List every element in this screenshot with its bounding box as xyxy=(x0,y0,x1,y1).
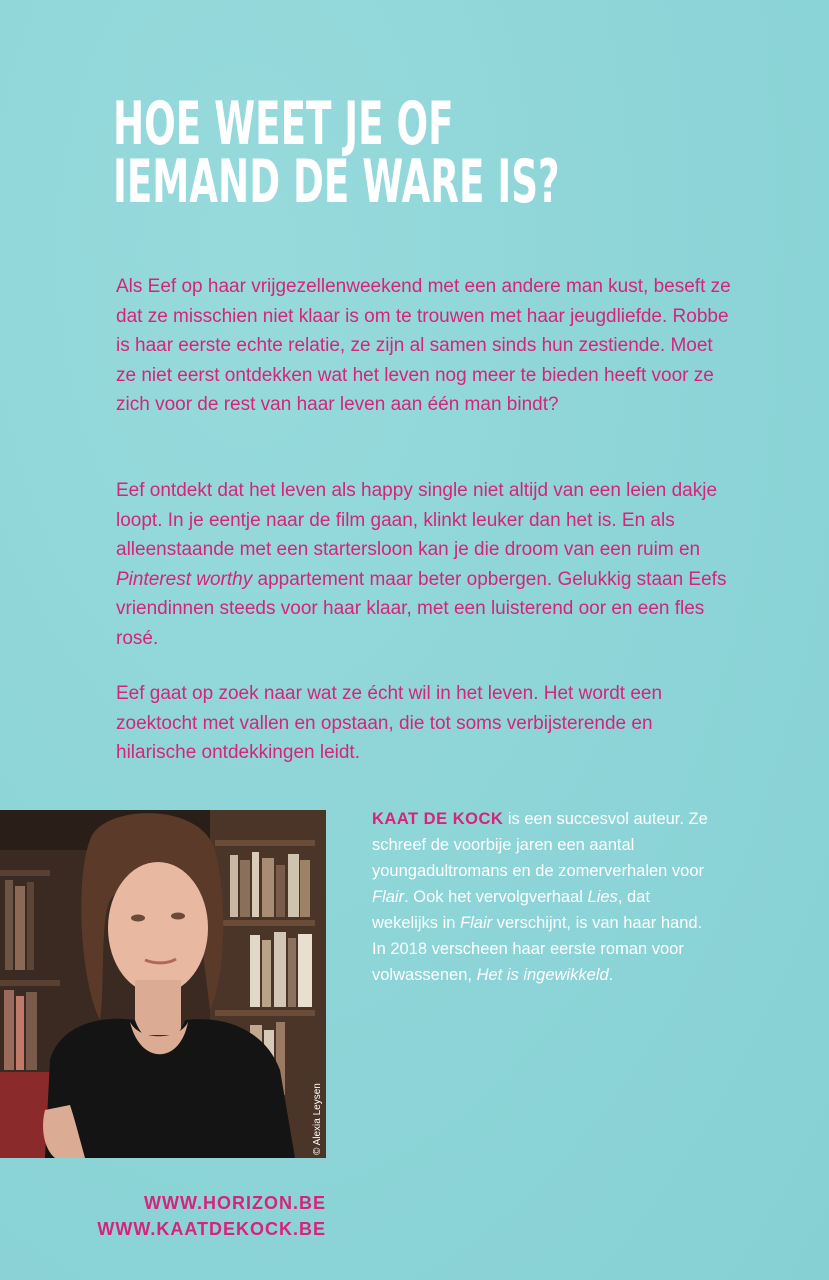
blurb-paragraph-1: Als Eef op haar vrijgezellenweekend met een andere man kust, beseft ze dat ze misschien niet klaar is om te trouwen met haar jeugdliefde. Robbe is haar eerste echte relatie, ze zijn al samen sinds hun zestiende. Moet ze niet eerst ontdekken wat het leven nog meer te bieden heeft voor ze zich voor de rest van haar leven aan één man bindt? xyxy=(116,276,731,415)
website-links xyxy=(92,1190,326,1242)
bio-text-3: , dat wekelijks in xyxy=(372,888,650,932)
headline-line-2: IEMAND DE WARE IS? xyxy=(113,147,560,217)
publisher-url[interactable]: WWW.HORIZON.BE xyxy=(144,1193,326,1213)
author-url[interactable]: WWW.KAATDEKOCK.BE xyxy=(97,1219,326,1239)
blurb-paragraph-2 xyxy=(116,476,736,653)
bio-text-2: . Ook het vervolgverhaal xyxy=(404,888,588,906)
blurb-paragraph-2-italic: Pinterest worthy xyxy=(116,568,253,590)
photo-credit: © Alexia Leysen xyxy=(312,1083,323,1155)
author-bio xyxy=(372,806,712,988)
author-name: KAAT DE KOCK xyxy=(372,810,504,828)
bio-italic-1: Flair xyxy=(372,888,405,906)
bio-italic-3: Flair xyxy=(460,914,493,932)
blurb-paragraph-2-text-b: appartement maar beter opbergen. Gelukkig staan Eefs vriendinnen steeds voor haar klaar, met een luisterend oor en een fles rosé. xyxy=(116,568,727,649)
bio-italic-2: Lies xyxy=(587,888,618,906)
bio-text-4: verschijnt, is van haar hand. In 2018 verscheen haar eerste roman voor volwassenen, xyxy=(372,914,703,984)
blurb-paragraph-3: Eef gaat op zoek naar wat ze écht wil in het leven. Het wordt een zoektocht met vallen en opstaan, die tot soms verbijsterende en hilarische ontdekkingen leidt. xyxy=(116,683,663,763)
author-photo-illustration xyxy=(0,810,326,1158)
author-photo xyxy=(0,810,326,1158)
headline xyxy=(113,89,560,217)
bio-text-1: is een succesvol auteur. Ze schreef de voorbije jaren een aantal youngadultromans en de zomerverhalen voor xyxy=(372,810,708,880)
bio-text-5: . xyxy=(608,966,614,984)
bio-italic-4: Het is ingewikkeld xyxy=(476,966,609,984)
blurb-paragraph-2-text-a: Eef ontdekt dat het leven als happy single niet altijd van een leien dakje loopt. In je eentje naar de film gaan, klinkt leuker dan het is. En als alleenstaande met een startersloon kan je die droom van een ruim en xyxy=(116,480,718,560)
headline-line-1: HOE WEET JE OF xyxy=(113,89,454,159)
